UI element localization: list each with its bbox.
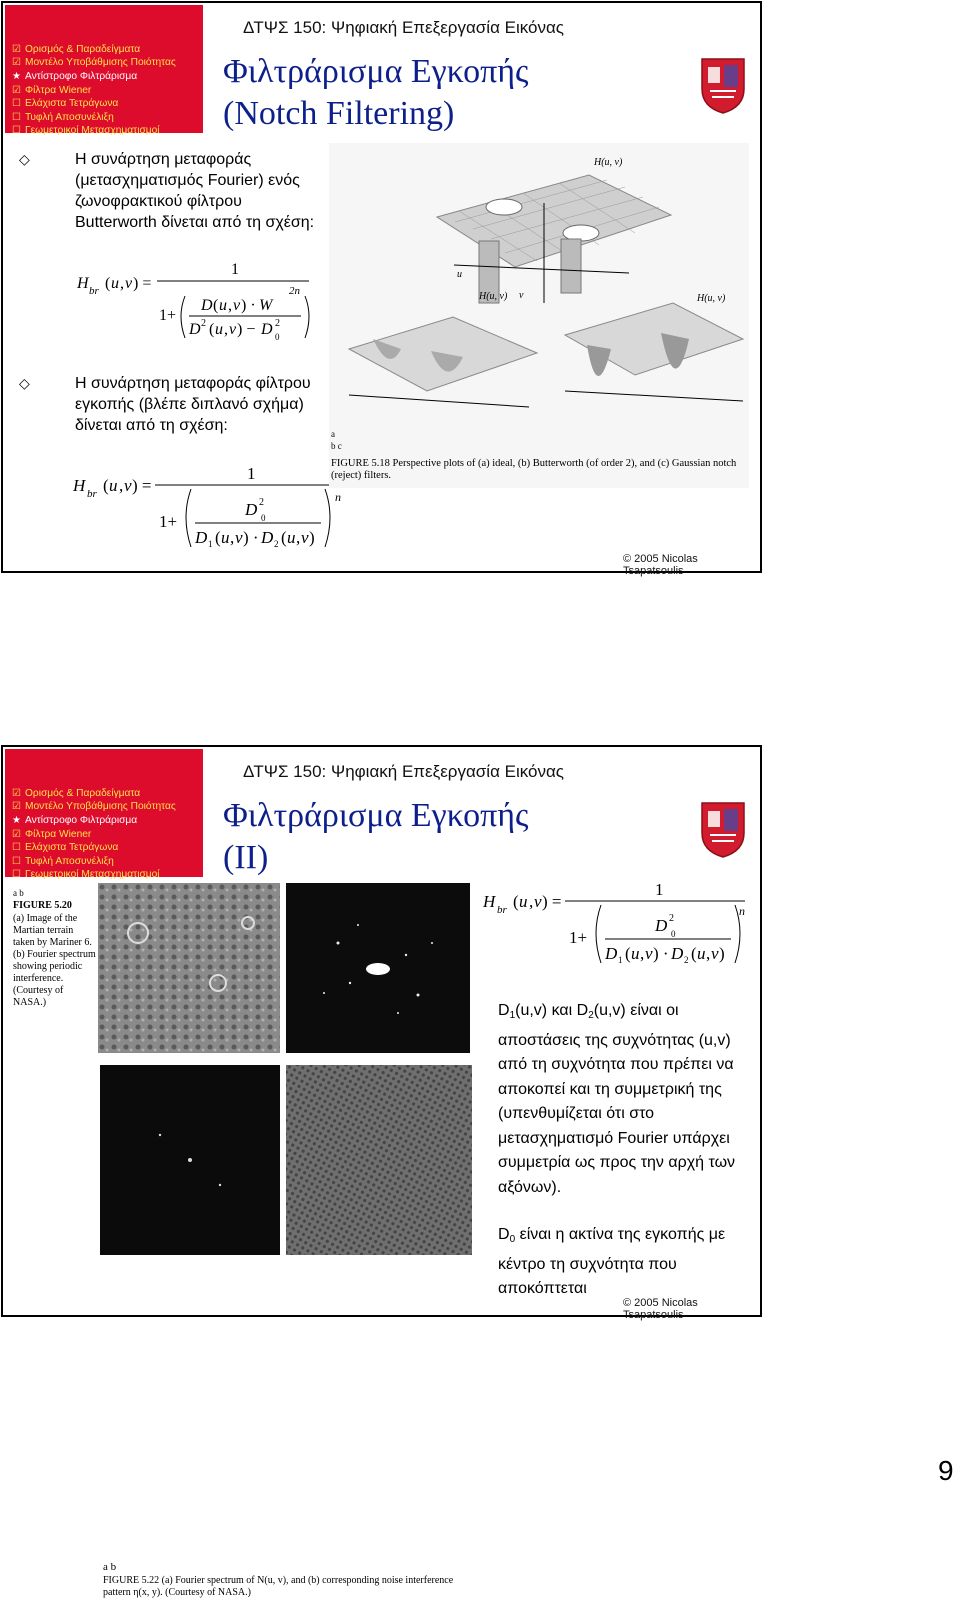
fig-u-label: u — [457, 269, 462, 280]
diamond-bullet-icon: ◇ — [19, 375, 30, 391]
svg-text:D: D — [201, 297, 213, 314]
svg-text:(: ( — [625, 944, 631, 963]
figure-5-18-caption: FIGURE 5.18 Perspective plots of (a) ideal, (b) Butterworth (of order 2), and (c) Gaussian notch (reject) filters. — [331, 458, 737, 481]
check-icon: ☑ — [12, 801, 21, 813]
title-line-1: Φιλτράρισμα Εγκοπής — [223, 53, 529, 90]
fig2-caption: FIGURE 5.22 (a) Fourier spectrum of N(u, v), and (b) corresponding noise interference pattern η(x, y). (Courtesy of NASA.) — [103, 1575, 454, 1598]
bullet-text: Η συνάρτηση μεταφοράς φίλτρου εγκοπής (βλέπε διπλανό σχήμα) δίνεται από τη σχέση: — [75, 375, 311, 434]
svg-text:u: u — [219, 297, 227, 314]
svg-text:) =: ) = — [132, 476, 152, 495]
svg-text:D: D — [261, 321, 273, 338]
svg-text:2: 2 — [275, 318, 280, 329]
svg-text:u: u — [631, 944, 640, 963]
svg-text:u: u — [109, 476, 118, 495]
svg-text:v: v — [229, 321, 237, 338]
svg-text:) =: ) = — [133, 275, 152, 292]
nav-label: Γεωμετρικοί Μετασχηματισμοί — [25, 869, 160, 881]
svg-text:1+: 1+ — [159, 512, 178, 531]
square-icon: ☐ — [12, 842, 21, 854]
svg-text:(: ( — [691, 944, 697, 963]
nav-item-blind-deconvolution[interactable] — [5, 855, 203, 869]
nav-label: Ελάχιστα Τετράγωνα — [25, 842, 119, 854]
svg-text:W: W — [259, 297, 273, 314]
fig-v-label: v — [519, 290, 524, 301]
bullet-text: Η συνάρτηση μεταφοράς (μετασχηματισμός Fourier) ενός ζωνοφρακτικού φίλτρου Butterworth δίνεται από τη σχέση: — [75, 151, 315, 231]
nav-label: Μοντέλο Υποβάθμισης Ποιότητας — [25, 57, 176, 69]
svg-text:D: D — [245, 500, 258, 519]
svg-text:u: u — [287, 528, 296, 547]
svg-text:1+: 1+ — [159, 307, 177, 324]
svg-text:u: u — [519, 892, 528, 911]
check-icon: ☑ — [12, 787, 21, 799]
nav-label: Γεωμετρικοί Μετασχηματισμοί — [25, 125, 160, 137]
fig2-panel-letters: a b — [103, 1561, 117, 1573]
svg-text:2: 2 — [259, 497, 264, 508]
title-line-2: (Notch Filtering) — [223, 95, 455, 132]
fig-label-h2: H(u, v) — [479, 291, 508, 302]
nav-label: Ορισμός & Παραδείγματα — [25, 787, 141, 799]
svg-text:H: H — [77, 275, 89, 292]
svg-text:v: v — [233, 297, 241, 314]
nav-item-wiener[interactable] — [5, 828, 203, 842]
svg-text:2: 2 — [201, 318, 206, 329]
nav-item-definition[interactable] — [5, 787, 203, 801]
svg-text:u: u — [111, 275, 119, 292]
svg-text:,: , — [224, 321, 228, 338]
nav-label: Αντίστροφο Φιλτράρισμα — [25, 814, 138, 826]
slide-notch-filtering-2 — [1, 745, 762, 1598]
svg-text:): ) — [719, 944, 725, 963]
d1-subscript: 1 — [509, 1010, 516, 1021]
page-number: 9 — [938, 1455, 954, 1486]
svg-text:2: 2 — [274, 539, 279, 549]
topic-nav — [5, 749, 203, 881]
fig1-panel-letters: a b — [13, 888, 24, 898]
nav-label: Τυφλή Αποσυνέλιξη — [25, 855, 114, 867]
svg-text:v: v — [301, 528, 309, 547]
nav-item-inverse-filtering[interactable] — [5, 814, 203, 828]
svg-text:2: 2 — [684, 955, 689, 965]
svg-text:D: D — [655, 916, 668, 935]
svg-text:D: D — [195, 528, 208, 547]
nav-item-definition[interactable] — [5, 43, 203, 57]
svg-text:,: , — [529, 892, 534, 911]
university-logo — [698, 799, 748, 859]
nav-item-degradation-model[interactable] — [5, 801, 203, 815]
svg-text:2n: 2n — [289, 285, 300, 297]
square-icon: ☐ — [12, 869, 21, 881]
svg-text:0: 0 — [275, 332, 280, 342]
topic-nav — [5, 5, 203, 137]
nav-label: Φίλτρα Wiener — [25, 828, 92, 840]
svg-text:(: ( — [213, 297, 219, 314]
figure-notch-perspective-plots — [329, 143, 749, 488]
svg-text:v: v — [235, 528, 243, 547]
d0-subscript: 0 — [509, 1234, 516, 1245]
square-icon: ☐ — [12, 98, 21, 110]
nav-item-wiener[interactable] — [5, 84, 203, 98]
svg-text:(: ( — [215, 528, 221, 547]
svg-text:(: ( — [281, 528, 287, 547]
figure-panel-letters: a b c — [331, 429, 342, 451]
formula-notch — [69, 463, 349, 555]
formula-butterworth-bandreject — [73, 258, 333, 348]
nav-label: Ελάχιστα Τετράγωνα — [25, 98, 119, 110]
distances-explanation — [498, 999, 748, 1200]
svg-text:) =: ) = — [542, 892, 562, 911]
svg-text:) ·: ) · — [243, 528, 259, 547]
nav-item-least-squares[interactable] — [5, 97, 203, 111]
diamond-bullet-icon: ◇ — [19, 151, 30, 167]
square-icon: ☐ — [12, 855, 21, 867]
svg-text:1: 1 — [655, 880, 664, 899]
slide-title — [223, 51, 529, 135]
university-logo — [698, 55, 748, 115]
svg-text:H: H — [73, 476, 86, 495]
fig-label-h3: H(u, v) — [697, 293, 726, 304]
figure-noise-spectrum-and-pattern — [100, 1065, 472, 1301]
d1-symbol: D — [498, 1002, 510, 1019]
check-icon: ☑ — [12, 43, 21, 55]
svg-text:br: br — [89, 285, 99, 297]
svg-text:(: ( — [103, 476, 109, 495]
svg-text:br: br — [497, 904, 507, 916]
formula-notch — [479, 879, 759, 971]
svg-text:(: ( — [513, 892, 519, 911]
svg-text:2: 2 — [669, 913, 674, 924]
svg-text:,: , — [640, 944, 645, 963]
svg-text:,: , — [119, 476, 124, 495]
course-title: ΔΤΨΣ 150: Ψηφιακή Επεξεργασία Εικόνας — [243, 18, 564, 37]
svg-text:0: 0 — [671, 929, 676, 939]
svg-text:u: u — [215, 321, 223, 338]
nav-label: Αντίστροφο Φιλτράρισμα — [25, 70, 138, 82]
slide-title — [223, 795, 529, 879]
svg-text:1: 1 — [247, 464, 256, 483]
nav-item-geometric[interactable] — [5, 869, 203, 883]
svg-text:br: br — [87, 488, 97, 500]
svg-text:,: , — [228, 297, 232, 314]
svg-text:n: n — [335, 490, 341, 504]
svg-text:,: , — [706, 944, 711, 963]
nav-label: Τυφλή Αποσυνέλιξη — [25, 111, 114, 123]
distances-rest: (u,v) είναι οι αποστάσεις της συχνότητας (u,v) από τη συχνότητα που πρέπει να αποκοπεί και τη συμμετρική της (υπενθυμίζεται ότι στο μετασχηματισμό Fourier υπάρχει συμμετρία ως προς την αρχή των αξόνων). — [498, 1002, 736, 1196]
svg-text:H: H — [483, 892, 496, 911]
nav-label: Μοντέλο Υποβάθμισης Ποιότητας — [25, 801, 176, 813]
fig1-caption: (a) Image of the Martian terrain taken by Mariner 6. (b) Fourier spectrum showing periodic interference. (Courtesy of NASA.) — [13, 913, 96, 1008]
d1-mid: (u,v) και D — [515, 1002, 589, 1019]
radius-explanation — [498, 1223, 748, 1302]
title-line-1: Φιλτράρισμα Εγκοπής — [223, 797, 529, 834]
svg-text:0: 0 — [261, 513, 266, 523]
svg-text:n: n — [739, 904, 745, 918]
copyright: © 2005 Nicolas Tsapatsoulis — [623, 1297, 698, 1321]
svg-text:,: , — [230, 528, 235, 547]
svg-text:1: 1 — [231, 261, 239, 278]
svg-text:(: ( — [105, 275, 111, 292]
svg-text:) ·: ) · — [653, 944, 669, 963]
nav-label: Ορισμός & Παραδείγματα — [25, 43, 141, 55]
svg-text:(: ( — [209, 321, 215, 338]
check-icon: ☑ — [12, 84, 21, 96]
fig1-caption-title: FIGURE 5.20 — [13, 900, 72, 911]
d0-symbol: D — [498, 1226, 510, 1243]
svg-text:v: v — [645, 944, 653, 963]
svg-text:u: u — [697, 944, 706, 963]
nav-item-inverse-filtering[interactable] — [5, 70, 203, 84]
nav-item-degradation-model[interactable] — [5, 57, 203, 71]
svg-text:D: D — [605, 944, 618, 963]
radius-rest: είναι η ακτίνα της εγκοπής με κέντρο τη συχνότητα που αποκόπτεται — [498, 1226, 726, 1297]
svg-text:1: 1 — [208, 539, 213, 549]
course-title: ΔΤΨΣ 150: Ψηφιακή Επεξεργασία Εικόνας — [243, 762, 564, 781]
square-icon: ☐ — [12, 125, 21, 137]
svg-text:1+: 1+ — [569, 928, 588, 947]
svg-text:) −: ) − — [237, 321, 256, 338]
copyright: © 2005 Nicolas Tsapatsoulis — [623, 553, 698, 577]
check-icon: ☑ — [12, 828, 21, 840]
slide-notch-filtering — [1, 1, 762, 577]
svg-text:) ·: ) · — [241, 297, 256, 314]
svg-text:,: , — [120, 275, 124, 292]
svg-text:,: , — [296, 528, 301, 547]
d2-subscript: 2 — [588, 1010, 594, 1021]
star-icon: ★ — [12, 814, 21, 826]
svg-text:v: v — [124, 476, 132, 495]
square-icon: ☐ — [12, 111, 21, 123]
nav-label: Φίλτρα Wiener — [25, 84, 92, 96]
svg-text:D: D — [261, 528, 274, 547]
svg-text:D: D — [671, 944, 684, 963]
nav-item-least-squares[interactable] — [5, 841, 203, 855]
svg-text:u: u — [221, 528, 230, 547]
nav-item-geometric[interactable] — [5, 125, 203, 139]
figure-martian-terrain-and-spectrum — [98, 883, 470, 1053]
svg-text:v: v — [711, 944, 719, 963]
svg-text:v: v — [534, 892, 542, 911]
svg-text:D: D — [189, 321, 201, 338]
title-line-2: (ΙΙ) — [223, 839, 269, 876]
svg-text:1: 1 — [618, 955, 623, 965]
svg-text:v: v — [125, 275, 133, 292]
fig-label-h1: H(u, v) — [594, 157, 623, 168]
star-icon: ★ — [12, 70, 21, 82]
svg-text:): ) — [309, 528, 315, 547]
check-icon: ☑ — [12, 57, 21, 69]
nav-item-blind-deconvolution[interactable] — [5, 111, 203, 125]
